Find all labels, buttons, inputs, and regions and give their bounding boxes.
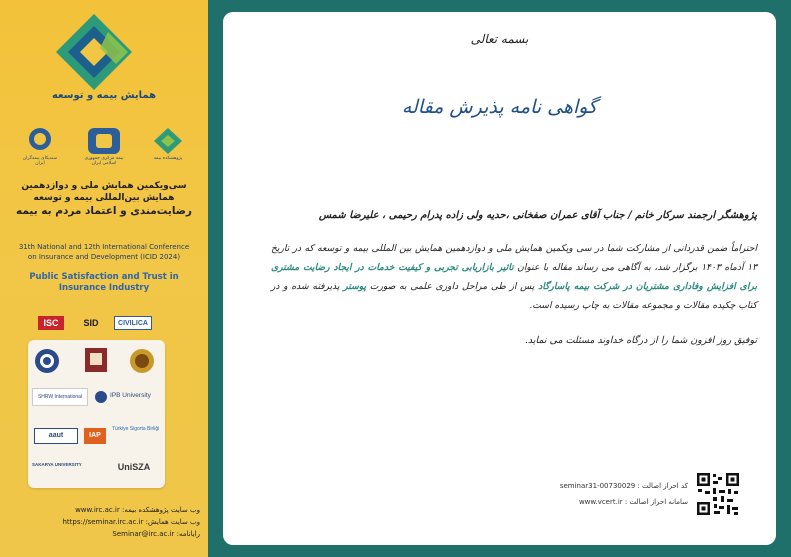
medal-icon [128,348,156,374]
conference-theme-en [0,272,208,294]
isc-logo: ISC [38,316,64,330]
paragraph-end: پذیرفته شده و در کتاب چکیده مقالات و مجموعه مقالات به چاپ رسیده است. [271,281,757,311]
presentation-type: پوستر [343,281,367,292]
contact-info [0,504,200,540]
paper-title: تاثیر بازاریابی تجربی و کیفیت خدمات در ایجاد رضایت مشتری برای افزایش وفاداری مشتریان در شرکت بیمه پاسارگاد [271,262,758,292]
conference-line-2: همایش بین‌المللی بیمه و توسعه [33,193,175,203]
ipb-icon [94,390,108,404]
sidebar [0,0,208,557]
contact-website[interactable]: وب سایت پژوهشکده بیمه: www.irc.ac.ir [75,506,200,514]
conference-en-line-2: on Insurance and Development (ICID 2024) [27,253,181,261]
aaut-logo: aaut [34,428,78,444]
conference-title-fa [0,180,208,219]
sakarya-logo: SAKARYA UNIVERSITY [32,462,82,467]
contact-seminar-site[interactable]: وب سایت همایش: https://seminar.irc.ac.ir [62,518,200,526]
partner-caption-2: بیمه مرکزی جمهوری اسلامی ایران [84,156,124,166]
shrw-logo: SHRW International [32,388,88,406]
civilica-logo: CIVILICA [114,316,152,330]
partner-logo-2 [82,126,126,166]
university-seal-icon [34,348,60,374]
conference-en-line-1: 31th National and 12th International Conference [18,243,190,251]
unisza-logo: UniSZA [117,462,151,472]
logo-text: همایش بیمه و توسعه [51,90,157,101]
conference-theme-en-line-2: Insurance Industry [58,283,150,293]
conference-line-1: سی‌ویکمین همایش ملی و دوازدهمین [21,181,187,191]
sid-logo: SID [83,318,99,328]
certificate-card [223,12,776,545]
index-logos [36,316,172,330]
turkiye-sigorta-logo: Türkiye Sigorta Birliği [112,426,160,432]
partner-logo-3 [146,126,190,160]
certificate-body [271,207,757,349]
acceptance-paragraph [271,239,757,315]
certificate-title: گواهی نامه پذیرش مقاله [401,96,598,118]
conference-theme: رضایت‌مندی و اعتماد مردم به بیمه [16,205,192,217]
university-partners [28,340,165,488]
basmala: بسمه تعالی [470,32,529,46]
contact-email[interactable]: رایانامه: Seminar@irc.ac.ir [112,530,200,538]
university-crest-icon [82,346,110,376]
partner-caption-1: سندیکای بیمه‌گران ایران [22,156,58,166]
ipb-logo: IPB University [110,392,151,399]
conference-title-en [0,242,208,262]
partner-caption-3: پژوهشکده بیمه [153,156,183,161]
conference-logo [48,12,140,92]
paragraph-middle: پس از طی مراحل داوری علمی به صورت [369,281,535,292]
verification-code: کد احراز اصالت : seminar31-00730029 [559,482,688,490]
closing-line: توفیق روز افزون شما را از درگاه خداوند مسئلت می نماید. [524,335,757,346]
conference-theme-en-line-1: Public Satisfaction and Trust in [29,272,179,282]
partner-logos [18,126,194,170]
partner-logo-1 [18,126,62,166]
verification-site[interactable]: سامانه احراز اصالت : www.vcert.ir [578,498,688,506]
authors-line: پژوهشگر ارجمند سرکار خانم / جناب آقای عمران صفخانی ،حدیه ولی زاده پدرام رحیمی ، علیرضا شمس [318,210,757,221]
verification-block [500,472,740,522]
paragraph-intro: احتراماً ضمن قدردانی از مشارکت شما در سی ویکمین همایش ملی و دوازدهمین همایش بین المللی بیمه و توسعه که در تاریخ ۱۳ آذماه ۱۴۰۳ برگزار شد، به آگاهی می رساند مقاله با عنوان [271,243,758,273]
qr-code-icon[interactable] [696,472,740,516]
iap-logo: IAP [84,428,106,444]
